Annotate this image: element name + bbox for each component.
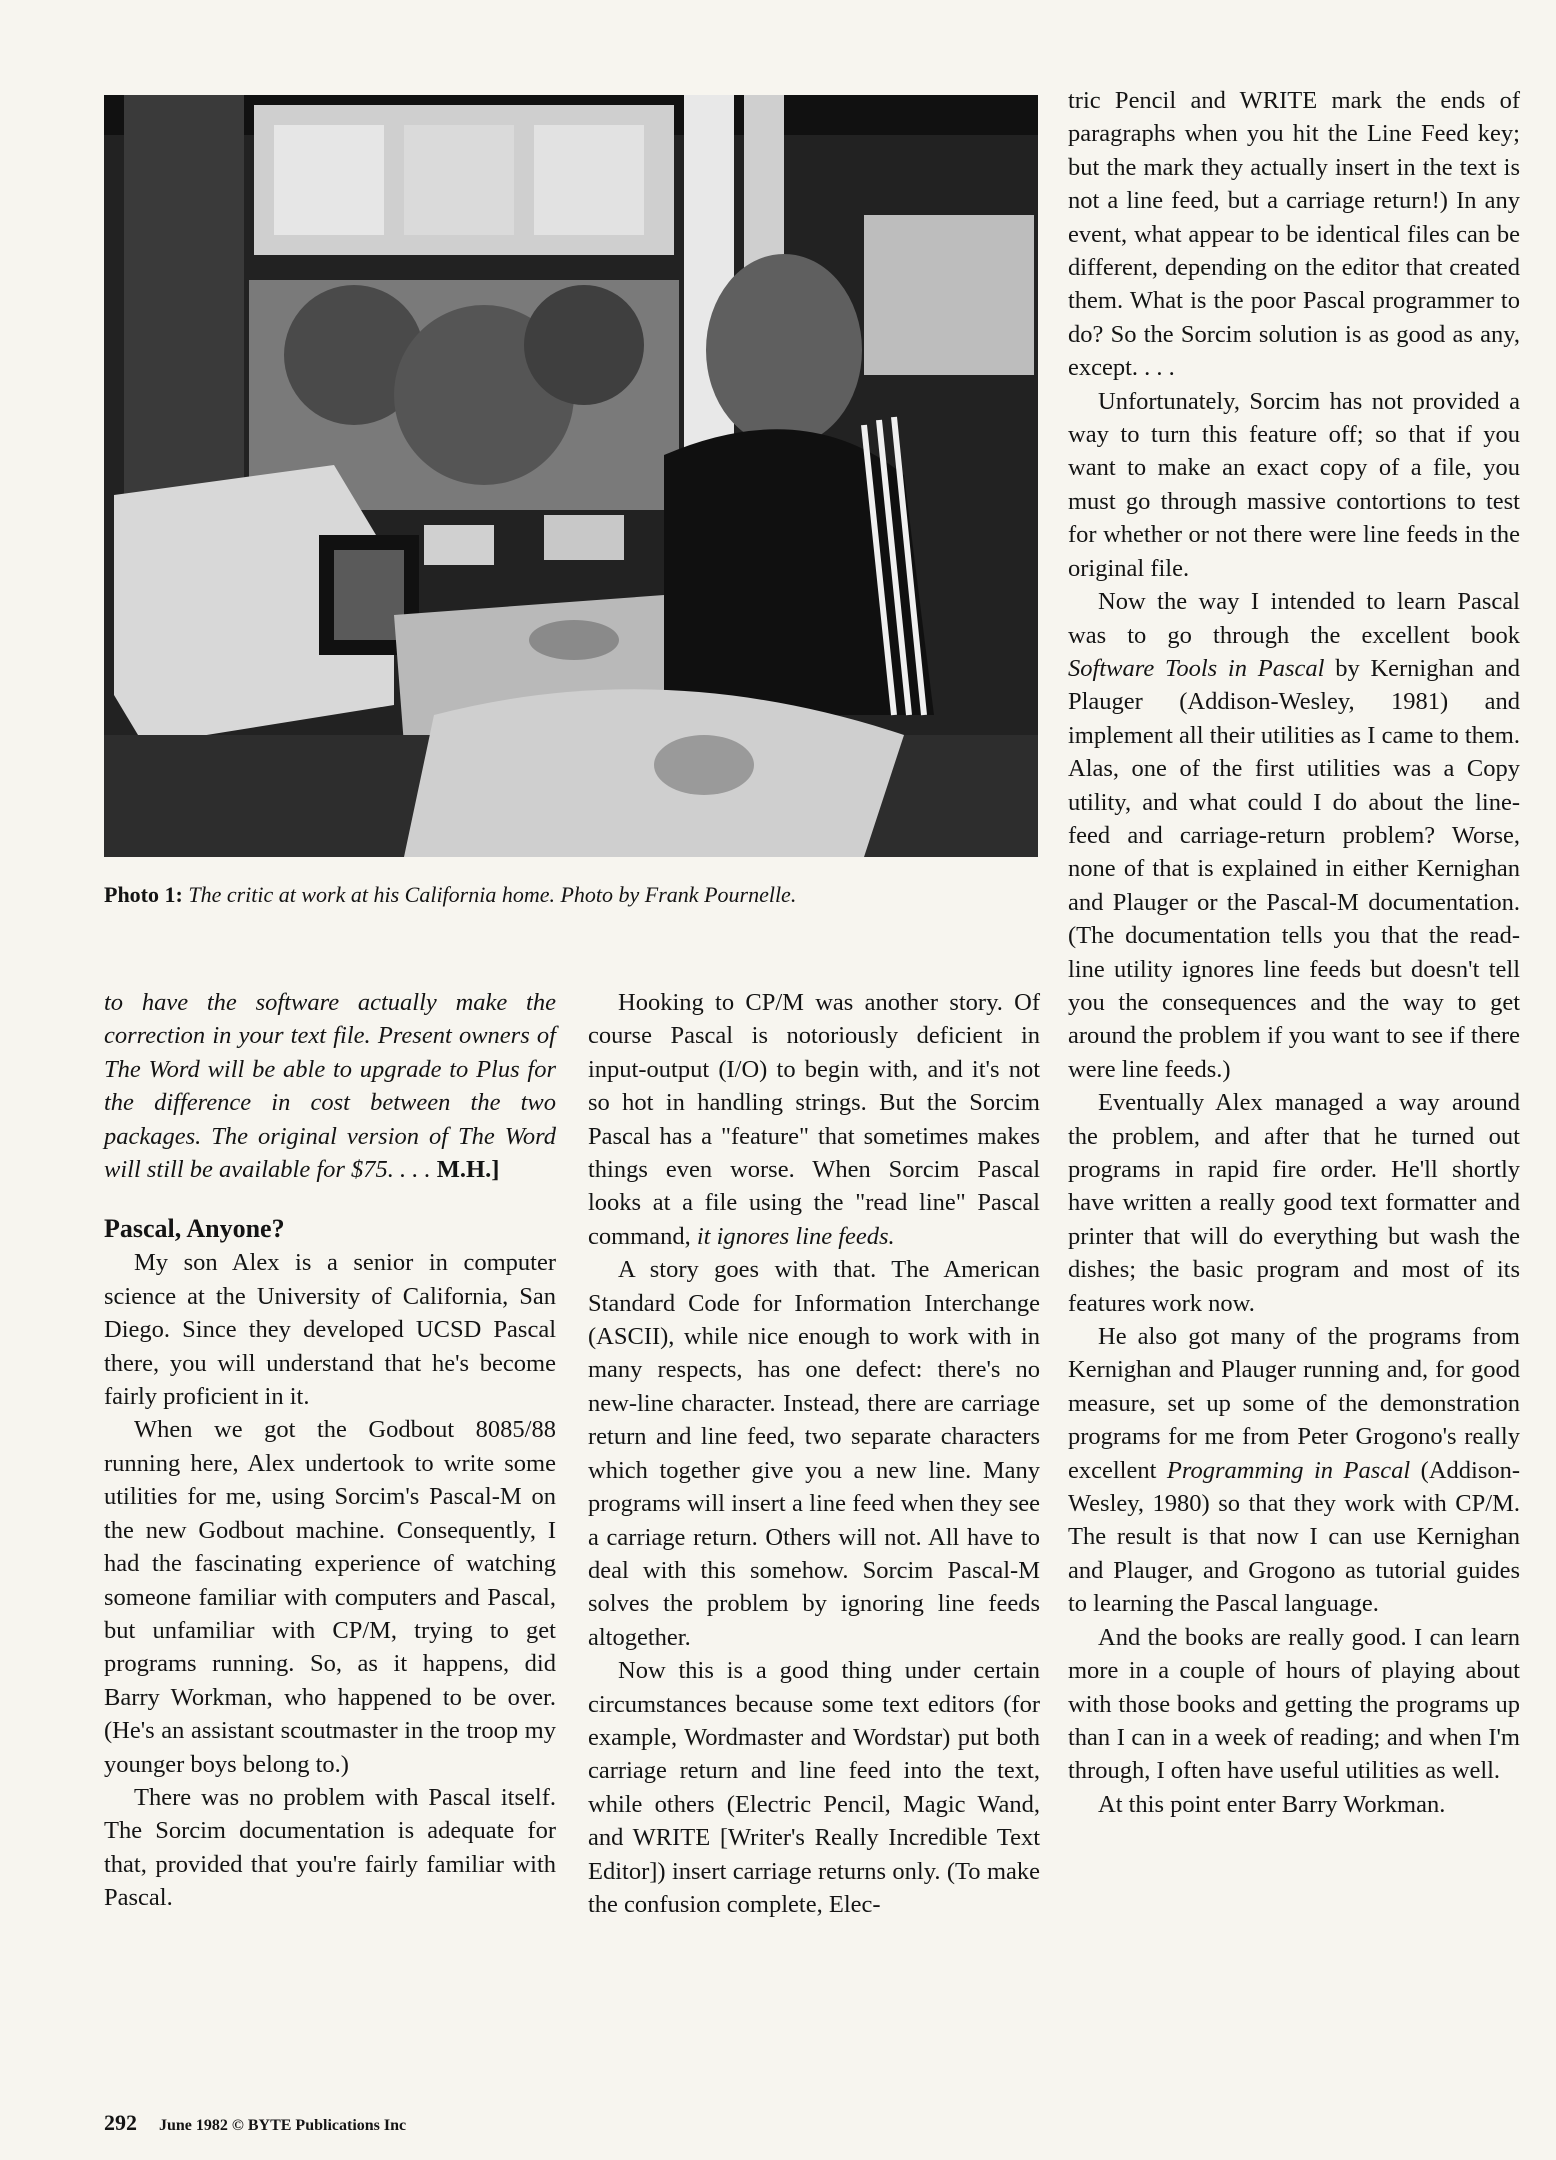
paragraph-text: by Kernighan and Plauger (Addison-Wesley, 1981) and implement all their utilities as I came to them. Alas, one of the first utilities was a Copy utility, and what could I do about the line-feed and carriage-return problem? Worse, none of that is explained in either Kernighan and Plauger or the Pascal-M documentation. (The documentation tells you that the read-line utility ignores line feeds but doesn't tell you the consequences and the way to get around the problem if you want to see if there were line feeds.) <box>1068 654 1520 1083</box>
editor-note <box>104 986 556 1186</box>
column-3 <box>1068 84 1520 1821</box>
caption-text: The critic at work at his California home. Photo by Frank Pournelle. <box>188 882 797 907</box>
photo <box>104 95 1038 857</box>
column-1 <box>104 986 556 1915</box>
paragraph: There was no problem with Pascal itself. The Sorcim documentation is adequate for that, provided that you're fairly familiar with Pascal. <box>104 1783 556 1912</box>
editor-note-signature: M.H. <box>436 1156 492 1184</box>
editor-note-bracket: ] <box>491 1156 500 1184</box>
paragraph: Unfortunately, Sorcim has not provided a way to turn this feature off; so that if you want to make an exact copy of a file, you must go through massive contortions to test for whether or not there were line feeds in the original file. <box>1068 387 1520 582</box>
book-title: Software Tools in Pascal <box>1068 654 1325 682</box>
paragraph: Now this is a good thing under certain circumstances because some text editors (for example, Wordmaster and Wordstar) put both carriage return and line feed into the text, while others (Electric Pencil, Magic Wand, and WRITE [Writer's Really Incredible Text Editor]) insert carriage returns only. (To make the confusion complete, Elec- <box>588 1657 1040 1918</box>
paragraph: Eventually Alex managed a way around the problem, and after that he turned out programs in rapid fire order. He'll shortly have written a really good text formatter and printer that will do everything but wash the dishes; the basic program and most of its features work now. <box>1068 1089 1520 1317</box>
editor-note-text: to have the software actually make the correction in your text file. Present owners of The Word will be able to upgrade to Plus for the difference in cost between the two packages. The original version of The Word will still be available for $75. . . . <box>104 989 556 1184</box>
footer-text: June 1982 © BYTE Publications Inc <box>159 2117 407 2134</box>
paragraph: And the books are really good. I can learn more in a couple of hours of playing about with those books and getting the programs up than I can in a week of reading; and when I'm through, I often have useful utilities as well. <box>1068 1623 1520 1785</box>
paragraph: A story goes with that. The American Standard Code for Information Interchange (ASCII), while nice enough to work with in many respects, has one defect: there's no new-line character. Instead, there are carriage return and line feed, two separate characters which together give you a new line. Many programs will insert a line feed when they see a carriage return. Others will not. All have to deal with this somehow. Sorcim Pascal-M solves the problem by ignoring line feeds altogether. <box>588 1256 1040 1651</box>
paragraph <box>588 986 1040 1253</box>
paragraph <box>1068 1320 1520 1621</box>
column-2 <box>588 986 1040 1921</box>
emphasis: it ignores line feeds. <box>696 1222 895 1250</box>
paragraph-text: Now the way I intended to learn Pascal was to go through the excellent book <box>1068 588 1520 649</box>
page-footer <box>104 2110 406 2136</box>
section-heading: Pascal, Anyone? <box>104 1214 285 1244</box>
caption-label: Photo 1: <box>104 882 183 907</box>
paragraph: tric Pencil and WRITE mark the ends of paragraphs when you hit the Line Feed key; but the mark they actually insert in the text is not a line feed, but a carriage return!) In any event, what appear to be identical files can be different, depending on the editor that created them. What is the poor Pascal programmer to do? So the Sorcim solution is as good as any, except. . . . <box>1068 87 1520 382</box>
paragraph-text: He also got many of the programs from Kernighan and Plauger running and, for good measure, set up some of the demonstration programs for me from Peter Grogono's really excellent <box>1068 1323 1520 1484</box>
page-number: 292 <box>104 2110 137 2135</box>
photo-illustration <box>104 95 1038 857</box>
photo-caption <box>104 880 1038 910</box>
paragraph-text: (Addison-Wesley, 1980) so that they work with CP/M. The result is that now I can use Kernighan and Plauger, and Grogono as tutorial guides to learning the Pascal language. <box>1068 1456 1521 1618</box>
book-title: Programming in Pascal <box>1166 1456 1411 1484</box>
paragraph: At this point enter Barry Workman. <box>1098 1790 1446 1818</box>
paragraph-text: Hooking to CP/M was another story. Of course Pascal is notoriously deficient in input-output (I/O) to begin with, and it's not so hot in handling strings. But the Sorcim Pascal has a "feature" that sometimes makes things even worse. When Sorcim Pascal looks at a file using the "read line" Pascal command, <box>588 989 1040 1250</box>
paragraph: My son Alex is a senior in computer science at the University of California, San Diego. Since they developed UCSD Pascal there, you will understand that he's become fairly proficient in it. <box>104 1249 556 1411</box>
paragraph <box>1068 585 1520 1086</box>
paragraph: When we got the Godbout 8085/88 running here, Alex undertook to write some utilities for me, using Sorcim's Pascal-M on the new Godbout machine. Consequently, I had the fascinating experience of watching someone familiar with computers and Pascal, but unfamiliar with CP/M, trying to get programs running. So, as it happens, did Barry Workman, who happened to be over. (He's an assistant scoutmaster in the troop my younger boys belong to.) <box>104 1416 556 1778</box>
